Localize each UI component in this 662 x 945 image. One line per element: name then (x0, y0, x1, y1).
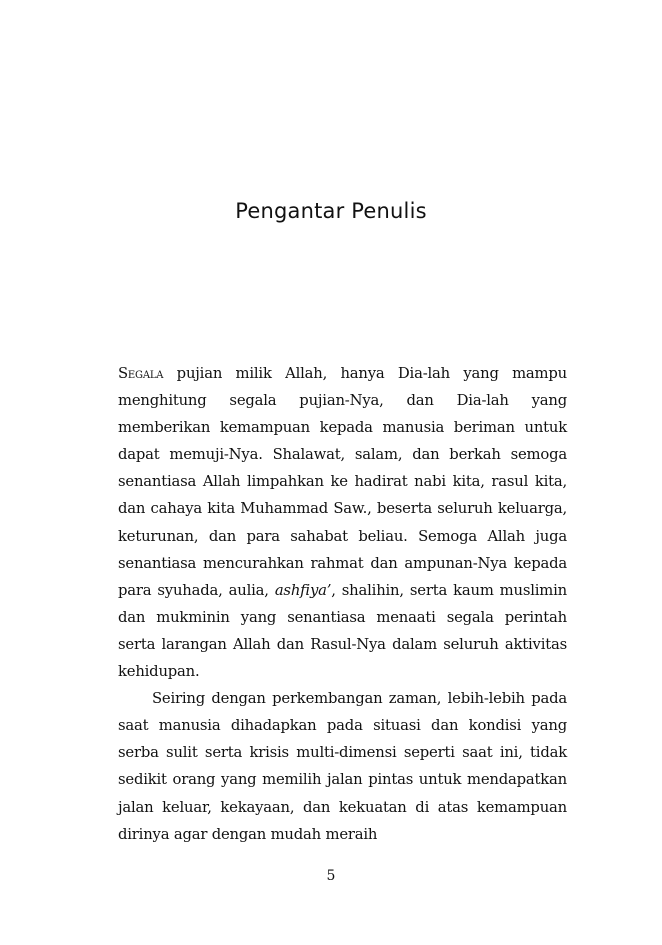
italic-term: ashfiya’ (274, 581, 332, 599)
lead-word: Segala (118, 365, 164, 382)
paragraph-1-text-a: pujian milik Allah, hanya Dia-lah yang mampu menghitung segala pujian-Nya, dan Dia-lah yang memberikan kemampuan kepada manusia beriman untuk dapat memuji-Nya. Shalawat, salam, dan berkah semoga senantiasa Allah limpahkan ke hadirat nabi kita, rasul kita, dan cahaya kita Muhammad Saw., beserta seluruh keluarga, keturunan, dan para sahabat beliau. Semoga Allah juga senantiasa mencurahkan rahmat dan ampunan-Nya kepada para syuhada, aulia, (118, 365, 567, 599)
body-text (118, 360, 567, 848)
paragraph-1 (118, 360, 567, 685)
chapter-title: Pengantar Penulis (235, 199, 427, 223)
paragraph-2: Seiring dengan perkembangan zaman, lebih-lebih pada saat manusia dihadapkan pada situasi dan kondisi yang serba sulit serta krisis multi-dimensi seperti saat ini, tidak sedikit orang yang memilih jalan pintas untuk mendapatkan jalan keluar, kekayaan, dan kekuatan di atas kemampuan dirinya agar dengan mudah meraih (118, 690, 567, 843)
page-number: 5 (326, 868, 336, 884)
paragraph-1-text-b: , shalihin, serta kaum muslimin dan mukminin yang senantiasa menaati segala perintah serta larangan Allah dan Rasul-Nya dalam seluruh aktivitas kehidupan. (118, 581, 567, 681)
